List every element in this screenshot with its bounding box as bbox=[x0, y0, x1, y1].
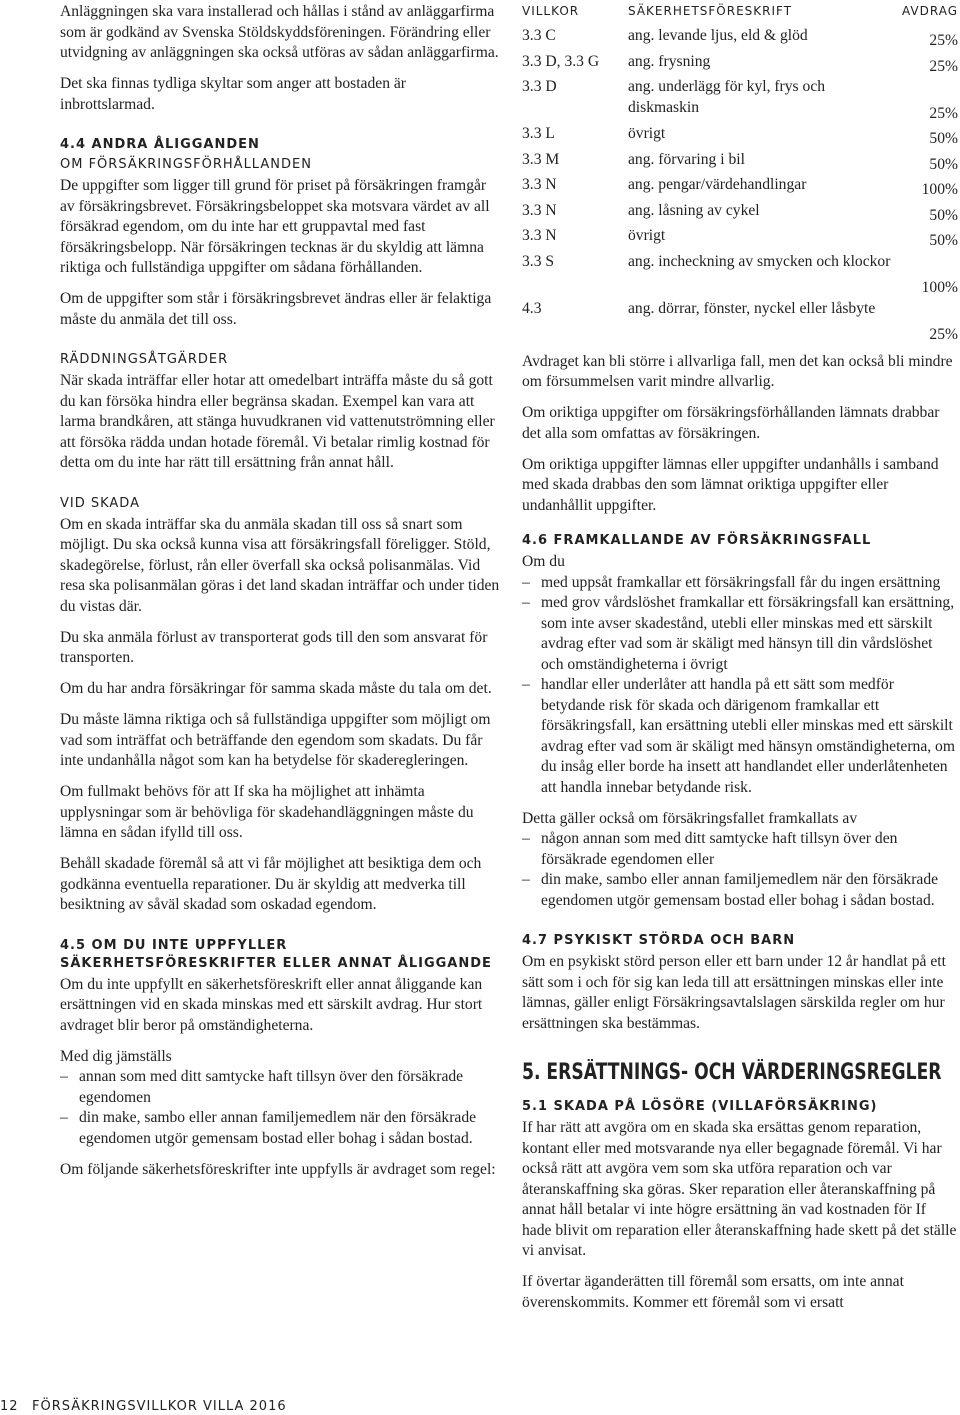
right-paragraph-1: Avdraget kan bli större i allvarliga fall, men det kan också bli mindre om försummelsen varit mindre allvarlig. bbox=[522, 352, 953, 390]
table-row: 3.3 N övrigt 50% bbox=[522, 227, 958, 249]
page-number: 12 bbox=[0, 1399, 19, 1414]
list-item: – någon annan som med ditt samtycke haft tillsyn över den försäkrade egendomen eller bbox=[522, 830, 898, 868]
section-4-5-paragraph-2: Med dig jämställs bbox=[60, 1047, 172, 1065]
vid-skada-paragraph-6: Behåll skadade föremål så att vi får möjlighet att besiktiga dem och godkänna eventuella reparationer. Du är skyldig att medverka till besiktning av såväl skadad som oskadad egendom. bbox=[60, 855, 482, 913]
table-header-avdrag: AVDRAG bbox=[901, 4, 958, 18]
list-item: – din make, sambo eller annan familjemedlem när den försäkrade egendomen utgör gemensam bostad eller bohag i sådan bostad. bbox=[522, 871, 939, 909]
right-column bbox=[522, 0, 958, 1313]
table-row: 3.3 M ang. förvaring i bil 50% bbox=[522, 150, 958, 173]
section-4-6-paragraph-1: Om du bbox=[522, 553, 565, 570]
vid-skada-paragraph-2: Du ska anmäla förlust av transporterat gods till den som ansvarat för transporten. bbox=[60, 628, 488, 666]
table-row: 3.3 D ang. underlägg för kyl, frys och diskmaskin 25% bbox=[522, 78, 958, 122]
vid-skada-paragraph-4: Du måste lämna riktiga och så fullständiga uppgifter som möjligt om vad som inträffat och beträffande den egendom som skadats. Du får inte undanhålla något som kan ha betydelse för skaderegleringen. bbox=[60, 711, 491, 769]
table-header-foreskrift: SÄKERHETSFÖRESKRIFT bbox=[628, 4, 793, 18]
table-header-row bbox=[522, 0, 958, 26]
list-item: – med grov vårdslöshet framkallar ett försäkringsfall kan ersättning, som inte avser skadestånd, utebli eller minskas med ett särskilt avdrag efter vad som är skäligt med hänsyn till din vårdslöshet och omständigheterna i övrigt bbox=[522, 594, 955, 673]
left-column bbox=[60, 2, 500, 1180]
vid-skada-heading: VID SKADA bbox=[60, 495, 140, 511]
section-4-5-heading: 4.5 OM DU INTE UPPFYLLER SÄKERHETSFÖRESKRIFTER ELLER ANNAT ÅLIGGANDE bbox=[60, 937, 492, 971]
table-header-villkor: VILLKOR bbox=[522, 4, 580, 18]
vid-skada-paragraph-3: Om du har andra försäkringar för samma skada måste du tala om det. bbox=[60, 680, 492, 697]
list-item: – din make, sambo eller annan familjemedlem när den försäkrade egendomen utgör gemensam bostad eller bohag i sådan bostad. bbox=[60, 1109, 477, 1147]
list-item: – annan som med ditt samtycke haft tillsyn över den försäkrade egendomen bbox=[60, 1068, 464, 1106]
table-row: 4.3 ang. dörrar, fönster, nyckel eller låsbyte 25% bbox=[522, 299, 958, 343]
section-5-1-paragraph-2: If övertar äganderätten till föremål som ersatts, om inte annat överenskommits. Kommer ett föremål som vi ersatt bbox=[522, 1273, 904, 1311]
list-item: – handlar eller underlåter att handla på ett sätt som medför betydande risk för skada och därigenom framkallar ett försäkringsfall, kan ersättning utebli eller minskas med ett särskilt avdrag efter vad som är skäligt med hänsyn omständigheterna, om du insåg eller borde ha insett att handlandet eller underlåtenheten att handla innebar betydande risk. bbox=[522, 676, 955, 796]
table-row: 3.3 N ang. pengar/värdehandlingar 100% bbox=[522, 176, 958, 198]
section-4-4-paragraph-1: De uppgifter som ligger till grund för priset på försäkringen framgår av försäkringsbrevet. Försäkringsbeloppet ska motsvara värdet av all försäkrad egendom, om du inte har ett gruppavtal med fast försäkringsbelopp. När försäkringen tecknas är du skyldig att lämna riktiga och fullständiga uppgifter om sådana förhållanden. bbox=[60, 177, 490, 276]
section-4-5-paragraph-3: Om följande säkerhetsföreskrifter inte uppfylls är avdraget som regel: bbox=[60, 1160, 496, 1178]
section-4-4-heading: 4.4 ANDRA ÅLIGGANDEN bbox=[60, 137, 260, 152]
vid-skada-paragraph-1: Om en skada inträffar ska du anmäla skadan till oss så snart som möjligt. Du ska också kunna visa att försäkringsfall föreligger. Stöld, skadegörelse, förlust, rån eller överfall ska också polisanmälas. Vid resa ska polisanmälan göras i det land skadan inträffar och under tiden du vistas där. bbox=[60, 515, 500, 615]
section-4-5-list bbox=[60, 1067, 500, 1149]
section-4-6-list-2 bbox=[522, 829, 958, 911]
deduction-table bbox=[522, 0, 958, 346]
intro-paragraph-2: Det ska finnas tydliga skyltar som anger att bostaden är inbrottslarmad. bbox=[60, 75, 407, 113]
section-4-5-paragraph-1: Om du inte uppfyllt en säkerhetsföreskrift eller annat åliggande kan ersättningen vid en skada minskas med ett särskilt avdrag. Hur stort avdraget blir beror på omständigheterna. bbox=[60, 975, 483, 1034]
raddning-paragraph: När skada inträffar eller hotar att omedelbart inträffa måste du så gott du kan försöka hindra eller begränsa skadan. Exempel kan vara att larma brandkåren, att stänga huvudkranen vid vattenutströmning eller att försöka rädda undan hotade föremål. Vi betalar rimlig kostnad för detta om du inte har rätt till ersättning från annat håll. bbox=[60, 372, 495, 471]
footer-title: FÖRSÄKRINGSVILLKOR VILLA 2016 bbox=[32, 1399, 287, 1414]
section-4-7-paragraph: Om en psykiskt störd person eller ett barn under 12 år handlat på ett sätt som i och för sig kan leda till att ersättningen minskas eller inte lämnas, gäller enligt Försäkringsavtalslagen särskilda regler om hur ersättningen ska bestämmas. bbox=[522, 953, 946, 1032]
raddning-heading: RÄDDNINGSÅTGÄRDER bbox=[60, 352, 229, 367]
table-row: 3.3 D, 3.3 G ang. frysning 25% bbox=[522, 52, 958, 75]
vid-skada-paragraph-5: Om fullmakt behövs för att If ska ha möjlighet att inhämta upplysningar som är behövliga för skadehandläggningen måste du lämna en sådan ifylld till oss. bbox=[60, 783, 474, 841]
right-paragraph-2: Om oriktiga uppgifter om försäkringsförhållanden lämnats drabbar det alla som omfattas av försäkringen. bbox=[522, 404, 940, 442]
section-5-1-heading: 5.1 SKADA PÅ LÖSÖRE (VILLAFÖRSÄKRING) bbox=[522, 1099, 878, 1114]
table-row: 3.3 L övrigt 50% bbox=[522, 125, 958, 147]
section-4-4-subheading: OM FÖRSÄKRINGSFÖRHÅLLANDEN bbox=[60, 157, 312, 172]
section-5-1-paragraph-1: If har rätt att avgöra om en skada ska ersättas genom reparation, kontant eller med motsvarande nya eller begagnade föremål. Vi har också rätt att avgöra vem som ska utföra reparation och var återanskaffning ska göras. Sker reparation eller återanskaffning på annat håll betalar vi inte högre ersättning än vad kostnaden för If hade blivit om reparation eller återanskaffning hade skett på det ställe vi anvisat. bbox=[522, 1119, 957, 1259]
section-4-7-heading: 4.7 PSYKISKT STÖRDA OCH BARN bbox=[522, 933, 796, 948]
section-4-6-paragraph-2: Detta gäller också om försäkringsfallet framkallats av bbox=[522, 809, 858, 827]
section-4-6-heading: 4.6 FRAMKALLANDE AV FÖRSÄKRINGSFALL bbox=[522, 533, 872, 548]
table-row: 3.3 S ang. incheckning av smycken och klockor 100% bbox=[522, 252, 958, 296]
right-paragraph-3: Om oriktiga uppgifter lämnas eller uppgifter undanhålls i samband med skada drabbas den som lämnat oriktiga uppgifter eller undanhållit uppgifter. bbox=[522, 455, 939, 514]
page-footer bbox=[0, 1399, 287, 1414]
table-row: 3.3 N ang. låsning av cykel 50% bbox=[522, 201, 958, 224]
list-item: – med uppsåt framkallar ett försäkringsfall får du ingen ersättning bbox=[522, 573, 941, 591]
section-5-heading: 5. ERSÄTTNINGS- OCH VÄRDERINGSREGLER bbox=[522, 1060, 942, 1085]
section-4-4-paragraph-2: Om de uppgifter som står i försäkringsbrevet ändras eller är felaktiga måste du anmäla det till oss. bbox=[60, 290, 492, 328]
table-row: 3.3 C ang. levande ljus, eld & glöd 25% bbox=[522, 27, 958, 49]
intro-paragraph-1: Anläggningen ska vara installerad och hållas i stånd av anläggarfirma som är godkänd av Svenska Stöldskyddsföreningen. Förändring eller utvidgning av anläggningen ska också utföras av sådan anläggarfirma. bbox=[60, 3, 499, 61]
section-4-6-list bbox=[522, 573, 958, 799]
